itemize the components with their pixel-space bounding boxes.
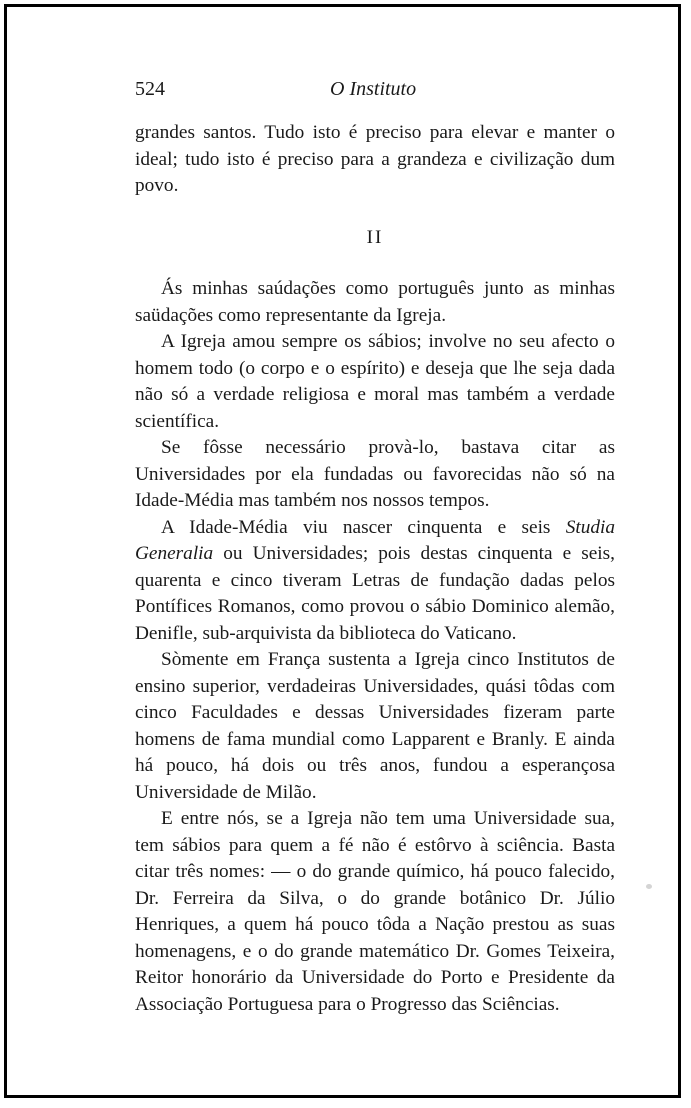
body-text — [135, 120, 615, 1018]
paragraph-france: Sòmente em França sustenta a Igreja cinco Institutos de ensino superior, verdadeiras Universidades, quási tôdas com cinco Faculdades e dessas Universidades fizeram parte homens de fama mundial como Lapparent e Branly. E ainda há pouco, há dois ou três anos, fundou a esperançosa Universidade de Milão. — [135, 649, 615, 803]
paragraph-portugal: E entre nós, se a Igreja não tem uma Universidade sua, tem sábios para quem a fé não é estôrvo à sciência. Basta citar três nomes: — o do grande químico, há pouco falecido, Dr. Ferreira da Silva, o do grande botânico Dr. Júlio Henriques, a quem há pouco tôda a Nação prestou as suas homenagens, e o do grande matemático Dr. Gomes Teixeira, Reitor honorário da Universidade do Porto e Presidente da Associação Portuguesa para o Progresso das Sciências. — [135, 808, 615, 1015]
paragraph-middle-ages — [135, 515, 615, 648]
page-header — [135, 78, 615, 104]
paragraph-middle-ages-end: ou Universidades; pois destas cinquenta e seis, quarenta e cinco tiveram Letras de fundação dadas pelos Pontífices Romanos, como provou o sábio Dominico alemão, Denifle, sub-arquivista da biblioteca do Vaticano. — [135, 543, 615, 644]
section-heading: II — [366, 226, 384, 248]
paragraph-church-wisdom: A Igreja amou sempre os sábios; involve no seu afecto o homem todo (o corpo e o espírito) e deseja que lhe seja dada não só a verdade religiosa e moral mas também a verdade scientífica. — [135, 331, 615, 432]
paper-smudge — [646, 884, 652, 889]
paragraph-universities: Se fôsse necessário provà-lo, bastava citar as Universidades por ela fundadas ou favorecidas não só na Idade-Média mas também nos nossos tempos. — [135, 437, 615, 511]
paragraph-continuation: grandes santos. Tudo isto é preciso para elevar e manter o ideal; tudo isto é preciso para a grandeza e civilização dum povo. — [135, 122, 615, 196]
paragraph-middle-ages-start: A Idade-Média viu nascer cinquenta e seis — [161, 516, 566, 538]
page-number: 524 — [135, 78, 165, 100]
studia-generalia-term: Studia Generalia — [135, 516, 615, 564]
running-title: O Instituto — [330, 78, 417, 100]
paragraph-greetings: Ás minhas saúdações como português junto as minhas saüdações como representante da Igreja. — [135, 278, 615, 326]
